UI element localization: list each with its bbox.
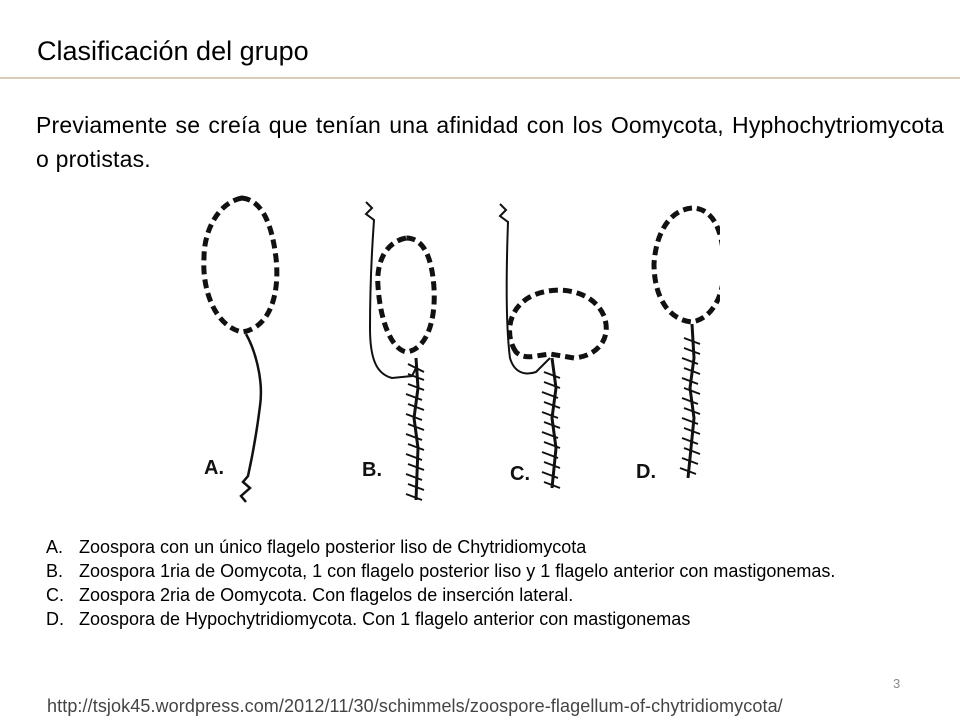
legend-letter: C. <box>46 585 64 605</box>
zoospore-b <box>366 202 434 500</box>
page-number: 3 <box>893 676 901 691</box>
legend-letter: D. <box>46 609 64 629</box>
label-c: C. <box>510 463 530 485</box>
legend-item <box>46 607 946 631</box>
zoospore-d <box>654 208 720 478</box>
legend-letter: A. <box>46 537 64 557</box>
legend-item <box>46 535 946 559</box>
legend-item <box>46 559 946 583</box>
label-d: D. <box>636 461 656 483</box>
zoospore-diagram <box>180 188 720 518</box>
legend-item <box>46 583 946 607</box>
zoospore-c <box>500 204 606 488</box>
label-a: A. <box>204 457 224 479</box>
legend-text: Zoospora 2ria de Oomycota. Con flagelos de inserción lateral. <box>79 585 574 605</box>
legend-text: Zoospora con un único flagelo posterior liso de Chytridiomycota <box>79 537 587 557</box>
source-url[interactable]: http://tsjok45.wordpress.com/2012/11/30/schimmels/zoospore-flagellum-of-chytridiomycota/ <box>47 696 783 716</box>
legend-text: Zoospora 1ria de Oomycota, 1 con flagelo posterior liso y 1 flagelo anterior con mastigonemas. <box>79 561 836 581</box>
legend-letter: B. <box>46 561 64 581</box>
label-b: B. <box>362 459 382 481</box>
slide-title: Clasificación del grupo <box>37 36 309 66</box>
zoospore-figure <box>180 188 720 518</box>
intro-paragraph: Previamente se creía que tenían una afinidad con los Oomycota, Hyphochytriomycota o protistas. <box>36 112 944 172</box>
title-divider <box>0 77 960 79</box>
legend-list <box>46 535 946 631</box>
legend-text: Zoospora de Hypochytridiomycota. Con 1 flagelo anterior con mastigonemas <box>79 609 691 629</box>
